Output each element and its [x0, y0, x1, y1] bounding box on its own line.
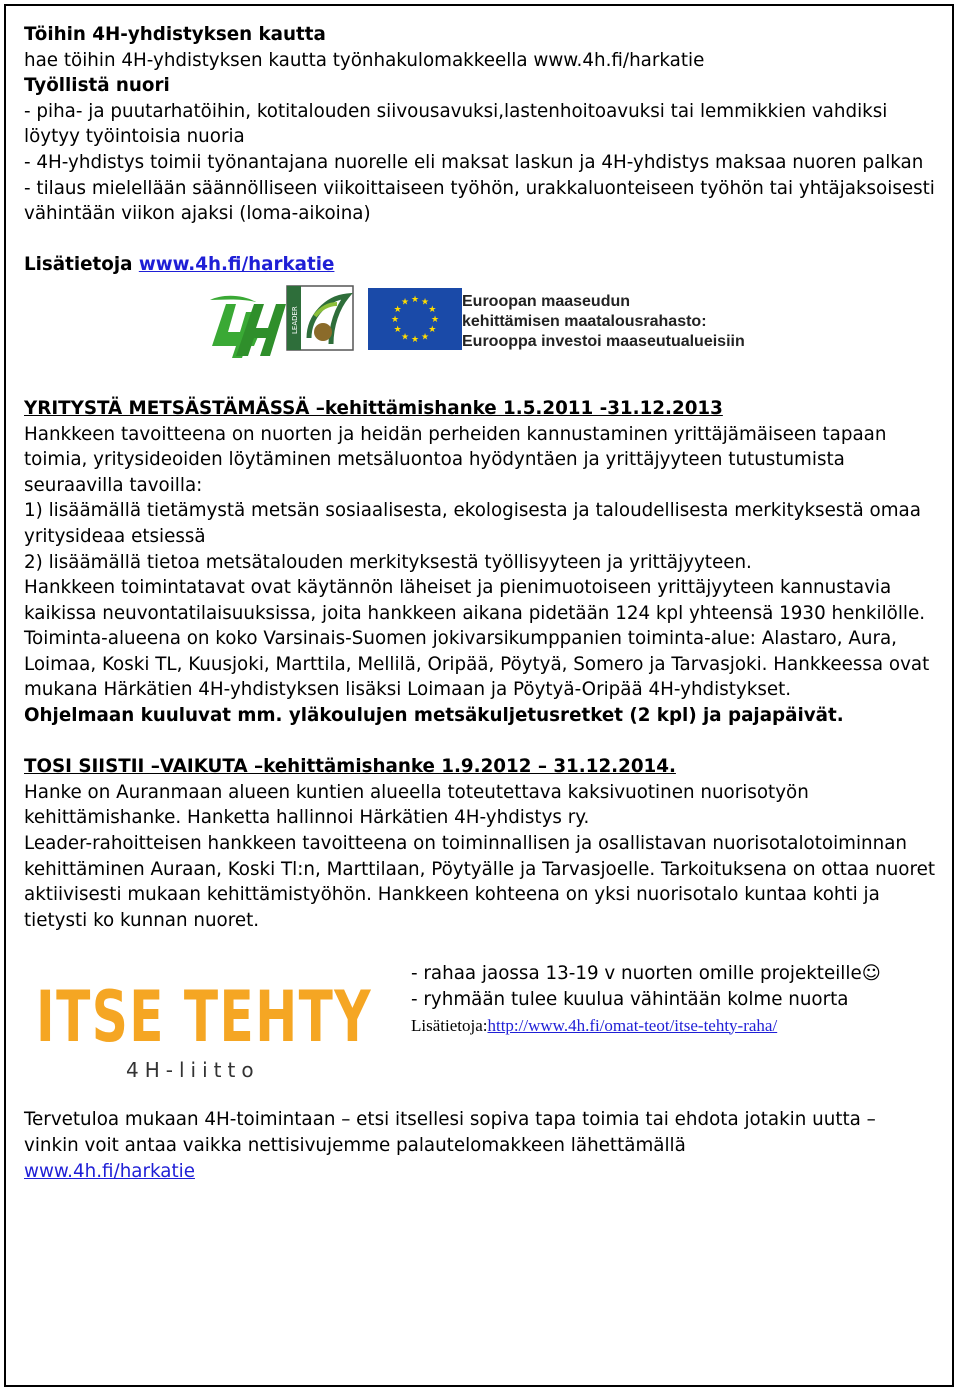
eu-star: ★: [428, 304, 437, 315]
funding-logos: [24, 282, 936, 374]
leader-logo: [287, 286, 353, 350]
itse-more: [411, 1013, 951, 1039]
footer-link[interactable]: www.4h.fi/harkatie: [24, 1160, 195, 1182]
harkatie-link[interactable]: www.4h.fi/harkatie: [138, 254, 335, 276]
section1-bullet3: - tilaus mielellään säännölliseen viikoittaiseen työhön, urakkaluonteiseen työhön tai yhtäjaksoisesti vähintään viikon ajaksi (loma-aikoina): [24, 177, 935, 225]
itse-line1: - rahaa jaossa 13-19 v nuorten omille projekteille☺: [411, 963, 881, 985]
section2-para3: kaikissa neuvontatilaisuuksissa, joita hankkeen aikana pidetään 124 kpl yhteensä 1930 henkilölle. Toiminta-alueena on koko Varsinais-Suomen jokivarsikumppanien toiminta-alue: Alastaro, Aura, Loimaa, Koski TL, Kuusjoki, Marttila, Mellilä, Oripää, Pöytyä, Somero ja Tarvasjoki. Hankkeessa ovat mukana Härkätien 4H-yhdistyksen lisäksi Loimaan ja Pöytyä-Oripää 4H-yhdistykset.: [24, 602, 930, 701]
eu-star: ★: [400, 297, 410, 308]
eu-text-line3: Eurooppa investoi maaseutualueisiin: [462, 332, 745, 350]
section1-bullet1: - piha- ja puutarhatöihin, kotitalouden siivousavuksi,lastenhoitoavuksi tai lemmikkien vahdiksi löytyy työintoisia nuoria: [24, 100, 888, 148]
itse-logo-text: ITSE TEHTY: [36, 976, 372, 1059]
eu-star: ★: [393, 324, 402, 335]
eu-star: ★: [430, 314, 440, 325]
section1-line1: hae töihin 4H-yhdistyksen kautta työnhakulomakkeella www.4h.fi/harkatie: [24, 49, 705, 71]
section1-subheading: Työllistä nuori: [24, 75, 170, 97]
eu-star: ★: [400, 332, 410, 343]
funding-logos-graphic: [24, 282, 936, 374]
eu-star: ★: [420, 297, 430, 308]
itse-more-label: Lisätietoja:: [411, 1015, 488, 1035]
eu-star: ★: [390, 314, 400, 325]
eu-text-line1: Euroopan maaseudun: [462, 292, 631, 310]
fourh-logo: [210, 296, 286, 358]
document-body: [24, 22, 936, 1184]
itse-tehty-block: [24, 961, 936, 1085]
itse-tehty-link[interactable]: http://www.4h.fi/omat-teot/itse-tehty-raha/: [487, 1015, 778, 1035]
section2-para1: Hankkeen tavoitteena on nuorten ja heidän perheiden kannustaminen yrittäjämäiseen tapaan toimia, yritysideoiden löytäminen metsäluontoa hyödyntäen ja yrittäjyyteen tutustumista seuraavilla tavoilla:: [24, 423, 887, 496]
section2-bold-note: Ohjelmaan kuuluvat mm. yläkoulujen metsäkuljetusretket (2 kpl) ja pajapäivät.: [24, 705, 844, 727]
section3-para2: Leader-rahoitteisen hankkeen tavoitteena on toiminnallisen ja osallistavan nuorisotalotoiminnan kehittäminen Auraan, Koski Tl:n, Marttilaan, Pöytyälle ja Tarvasjoelle. Tarkoituksena on ottaa nuoret aktiivisesti mukaan kehittämistyöhön. Hankkeen kohteena on yksi nuorisotalo kuntaa kohti ja tietysti ko kunnan nuoret.: [24, 833, 935, 931]
itse-line2: - ryhmään tulee kuulua vähintään kolme nuorta: [411, 989, 849, 1010]
itse-logo-sub: 4H-liitto: [126, 1058, 260, 1083]
section3-heading: TOSI SIISTII –VAIKUTA –kehittämishanke 1.9.2012 – 31.12.2014.: [24, 756, 676, 778]
eu-star: ★: [420, 332, 430, 343]
footer-text: Tervetuloa mukaan 4H-toimintaan – etsi itsellesi sopiva tapa toimia tai ehdota jotakin uutta – vinkin voit antaa vaikka nettisivujemme palautelomakkeen lähettämällä: [24, 1109, 876, 1156]
itse-tehty-info: [411, 961, 951, 1038]
section2-item1: 1) lisäämällä tietämystä metsän sosiaalisesta, ekologisesta ja taloudellisesta merkityksestä omaa yritysideaa etsiessä: [24, 500, 921, 547]
eu-star: ★: [428, 324, 437, 335]
more-label: Lisätietoja: [24, 254, 139, 276]
section1-heading: Töihin 4H-yhdistyksen kautta: [24, 24, 326, 45]
section1-more: [24, 252, 936, 278]
eu-star: ★: [410, 334, 420, 345]
eu-star: ★: [393, 304, 402, 315]
section3-para1: Hanke on Auranmaan alueen kuntien alueella toteutettava kaksivuotinen nuorisotyön kehittämishanke. Hanketta hallinnoi Härkätien 4H-yhdistys ry.: [24, 781, 809, 829]
itse-tehty-logo: [34, 961, 379, 1085]
section2-heading: YRITYSTÄ METSÄSTÄMÄSSÄ –kehittämishanke 1.5.2011 -31.12.2013: [24, 397, 723, 419]
section2-item2: 2) lisäämällä tietoa metsätalouden merkityksestä työllisyyteen ja yrittäjyyteen.: [24, 551, 752, 573]
eu-flag: [368, 288, 462, 350]
section1-bullet2: - 4H-yhdistys toimii työnantajana nuorelle eli maksat laskun ja 4H-yhdistys maksaa nuoren palkan: [24, 151, 924, 173]
section2-para2: Hankkeen toimintatavat ovat käytännön läheiset ja pienimuotoiseen yrittäjyyteen kannustavia: [24, 577, 892, 599]
eu-text-line2: kehittämisen maatalousrahasto:: [462, 312, 707, 330]
leader-logo-text: LEADER: [291, 306, 299, 334]
eu-star: ★: [410, 294, 420, 305]
